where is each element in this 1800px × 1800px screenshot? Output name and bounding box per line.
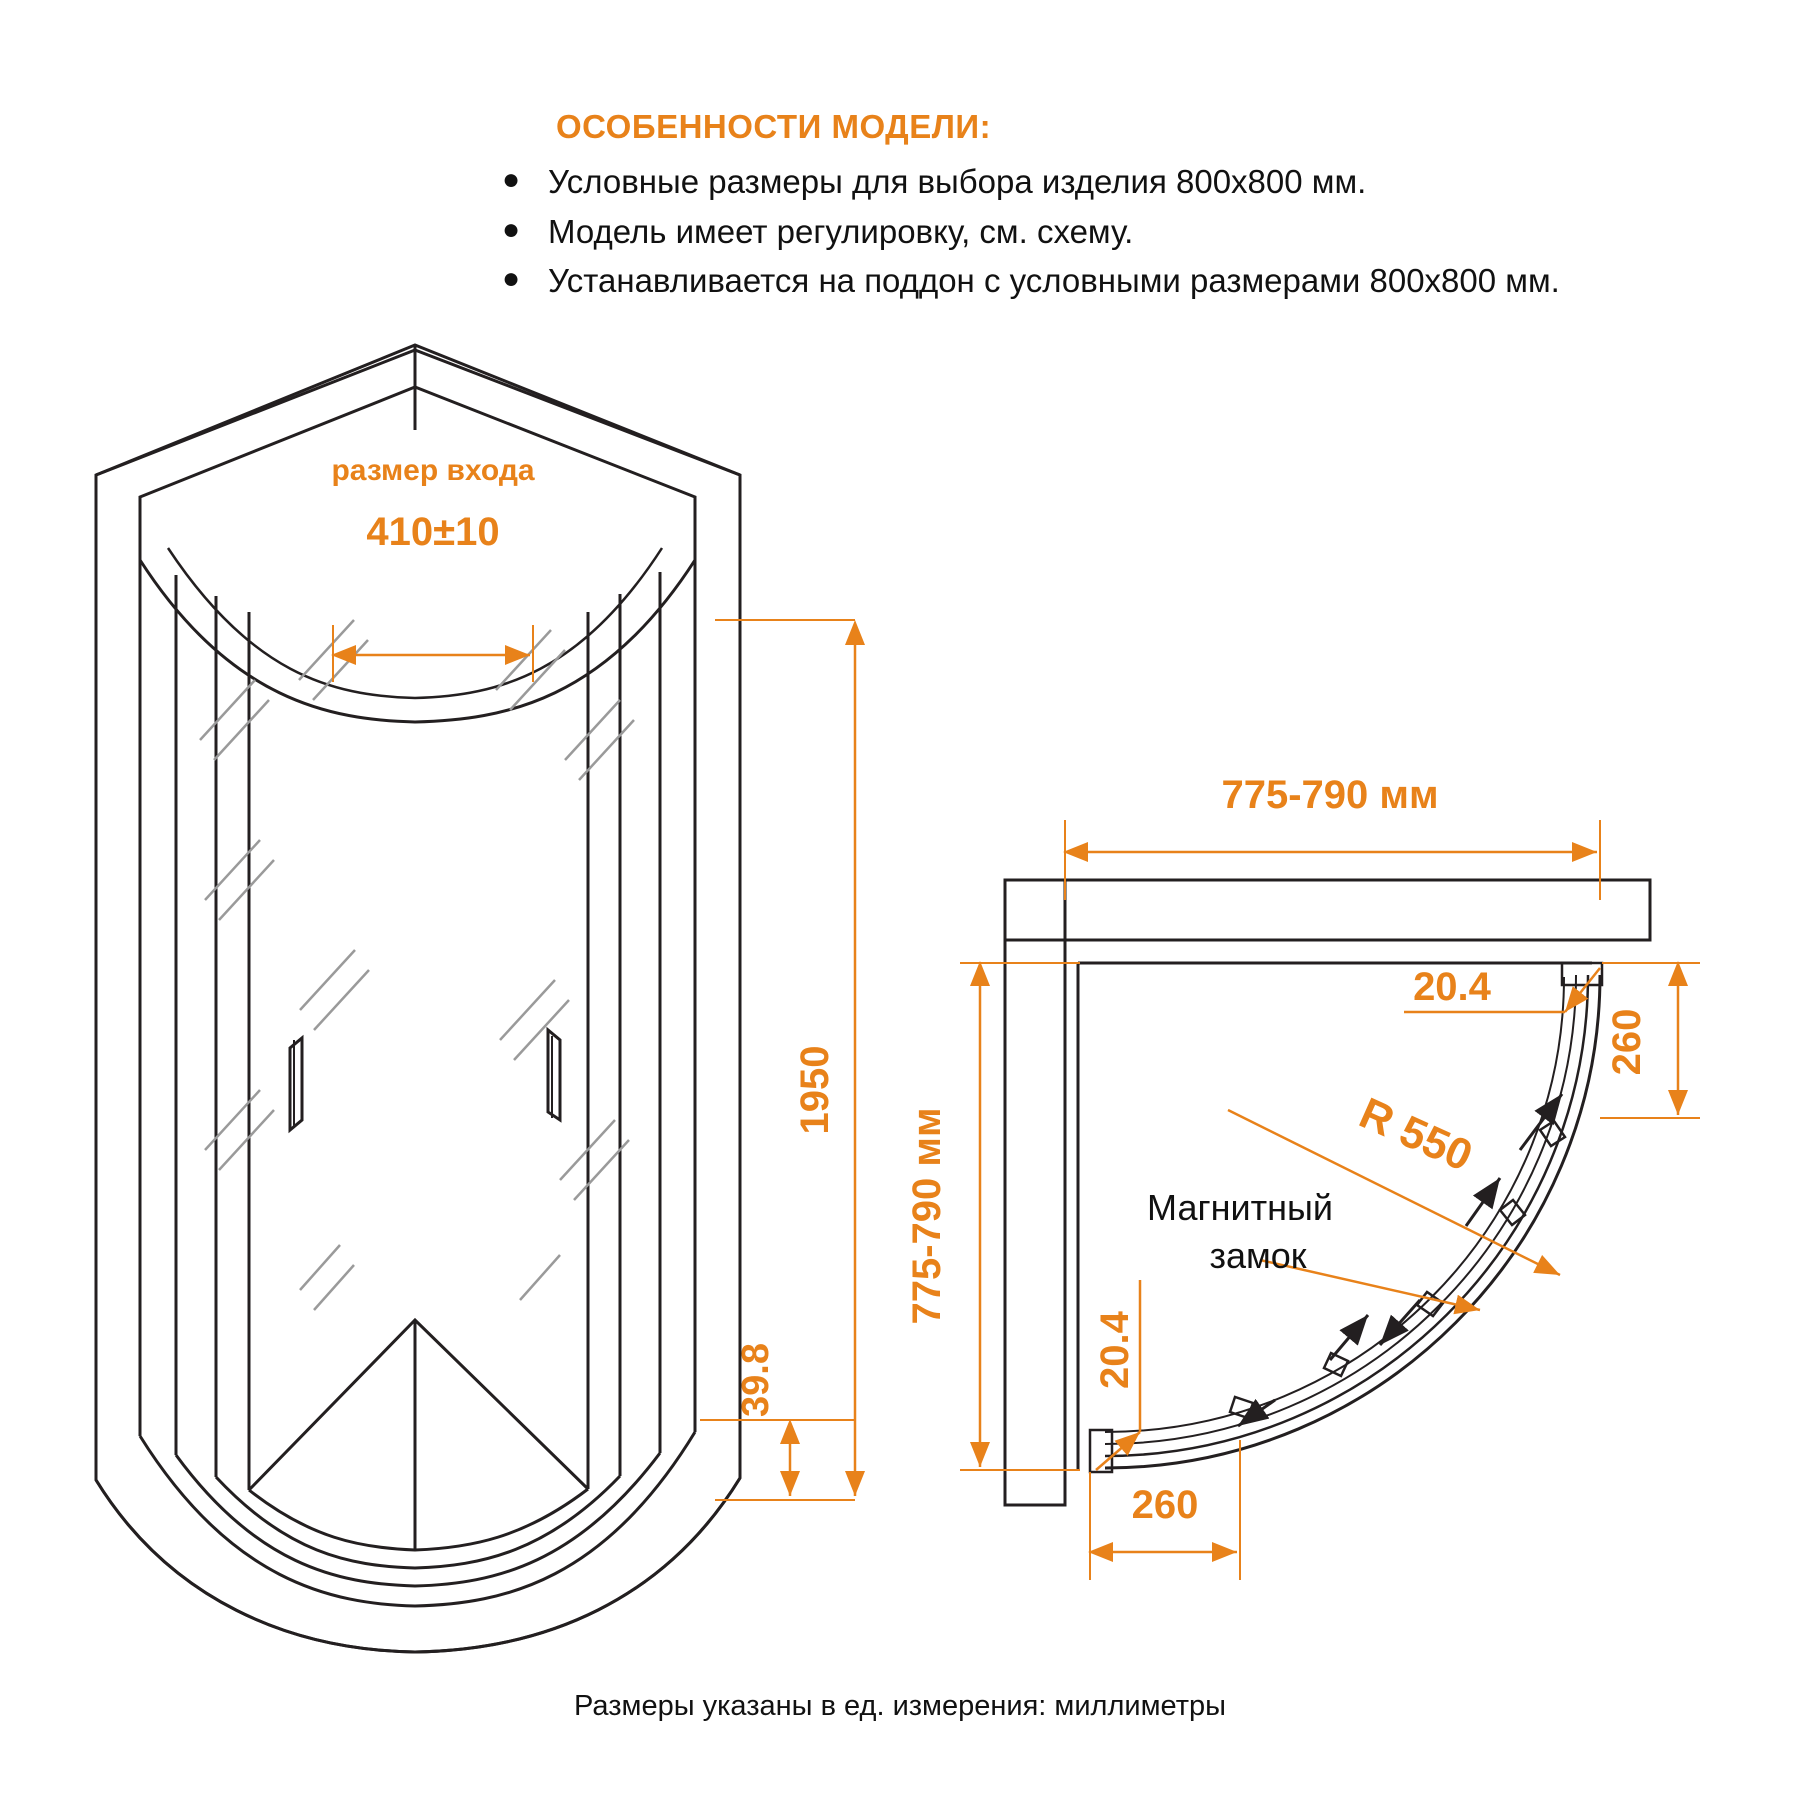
base-height-value: 39.8 [735,1343,777,1417]
top-view-dimensions [905,773,1700,1580]
entrance-size-value: 410±10 [366,510,500,554]
total-height-value: 1950 [793,1045,837,1135]
feature-item-text: Модель имеет регулировку, см. схему. [548,212,1134,250]
magnetic-lock-label-line2: замок [1209,1235,1307,1276]
bullet-icon: ● [502,262,521,296]
footnote-text: Размеры указаны в ед. измерения: миллиметры [574,1690,1226,1722]
offset-top-value: 20.4 [1413,965,1491,1009]
bullet-icon: ● [502,163,521,196]
entrance-size-label: размер входа [331,454,535,487]
corner-bottom-value: 260 [1131,1483,1199,1527]
left-view-dimensions [331,454,855,1500]
feature-item-text: Условные размеры для выбора изделия 800x800 мм. [548,163,1367,200]
magnetic-lock-label-line1: Магнитный [1147,1187,1333,1228]
bullet-icon: ● [502,212,521,246]
offset-left-value: 20.4 [1093,1311,1137,1389]
radius-value: R 550 [1352,1088,1480,1182]
top-width-value: 775-790 мм [1221,773,1439,817]
corner-right-value: 260 [1605,1008,1649,1076]
features-title: ОСОБЕННОСТИ МОДЕЛИ: [556,108,992,145]
side-height-value: 775-790 мм [905,1107,949,1325]
feature-item-text: Устанавливается на поддон с условными размерами 800x800 мм. [548,262,1560,300]
